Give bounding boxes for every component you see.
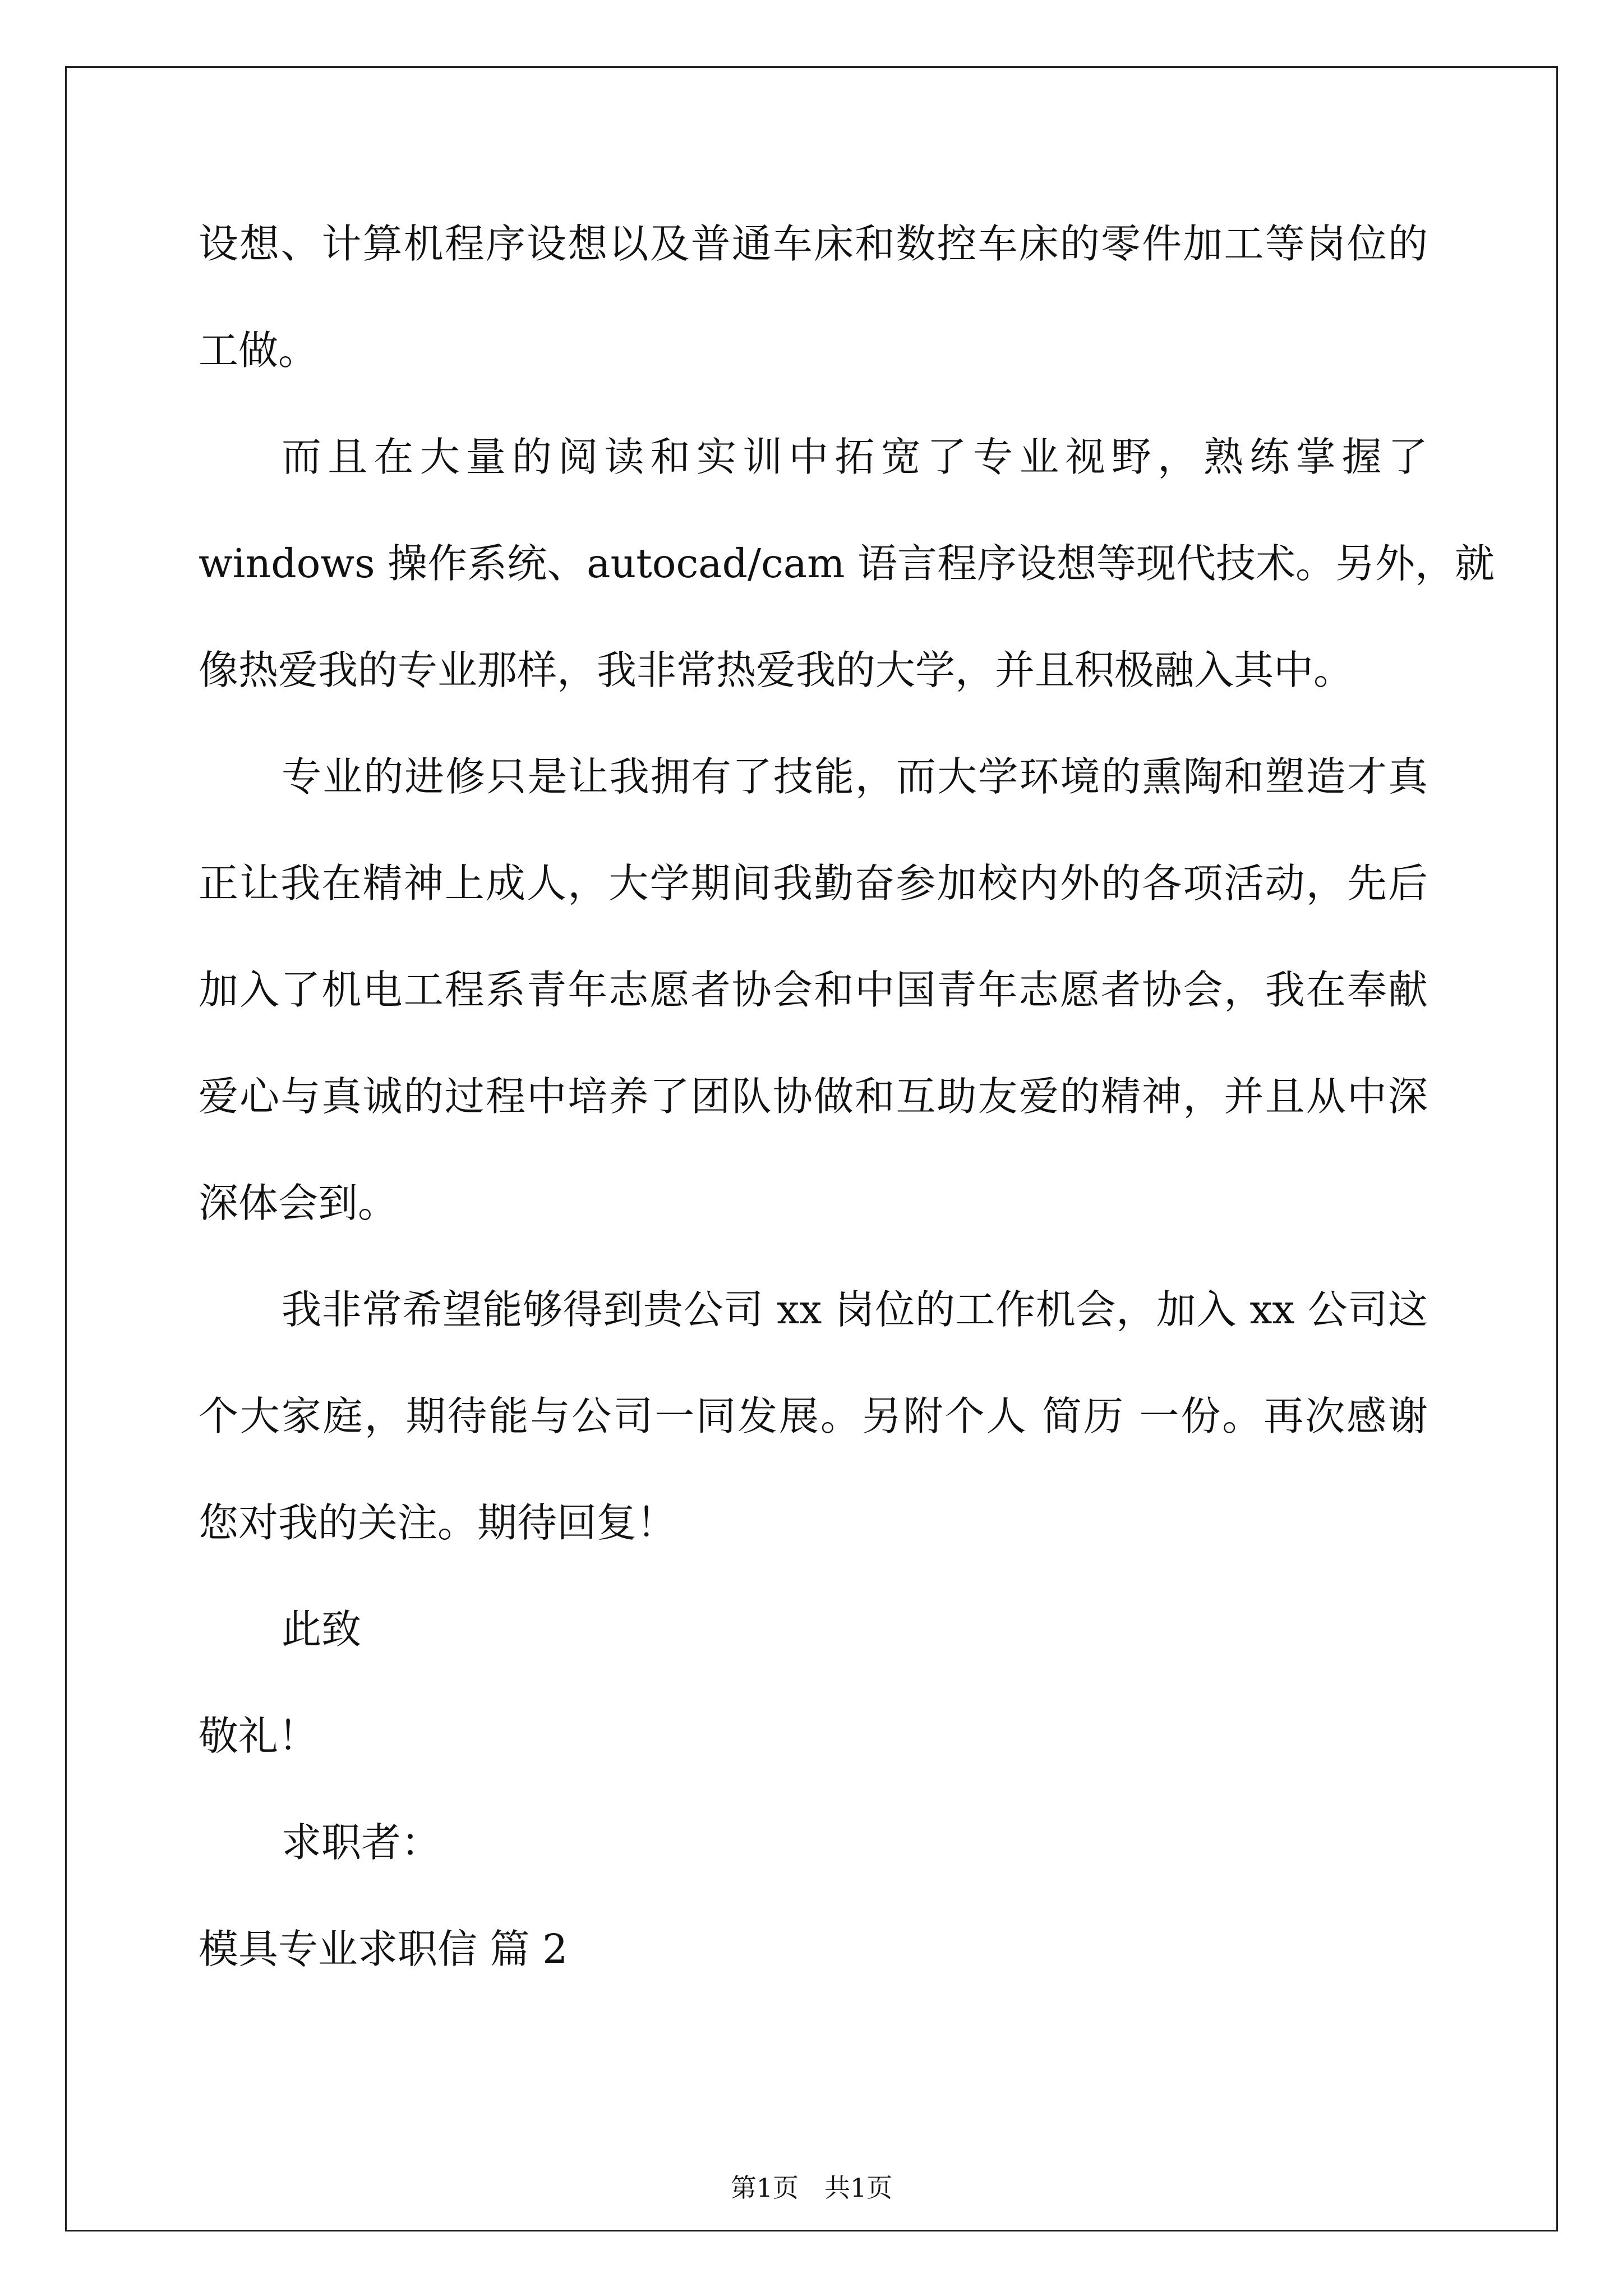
text-line: 个大家庭，期待能与公司一同发展。另附个人 简历 一份。再次感谢 [199, 1393, 1428, 1439]
text-line: 您对我的关注。期待回复！ [199, 1499, 677, 1546]
text-line: 深体会到。 [199, 1180, 398, 1226]
text-line: 像热爱我的专业那样，我非常热爱我的大学，并且积极融入其中。 [199, 647, 1354, 693]
text-line: 正让我在精神上成人，大学期间我勤奋参加校内外的各项活动，先后 [199, 860, 1428, 907]
text-line: 设想、计算机程序设想以及普通车床和数控车床的零件加工等岗位的 [199, 220, 1428, 267]
section-heading: 模具专业求职信 篇 2 [199, 1926, 568, 1972]
paragraph-start-line: 专业的进修只是让我拥有了技能，而大学环境的熏陶和塑造才真 [282, 753, 1428, 800]
page-border [65, 66, 1558, 2231]
text-line: 工做。 [199, 327, 319, 374]
salutation-line: 此致 [282, 1606, 362, 1653]
paragraph-start-line: 我非常希望能够得到贵公司 xx 岗位的工作机会，加入 xx 公司这 [282, 1286, 1428, 1333]
text-line: 加入了机电工程系青年志愿者协会和中国青年志愿者协会，我在奉献 [199, 967, 1428, 1013]
applicant-line: 求职者： [282, 1819, 441, 1866]
text-line: 爱心与真诚的过程中培养了团队协做和互助友爱的精神，并且从中深 [199, 1073, 1428, 1120]
page-footer: 第1页 共1页 [730, 2173, 893, 2203]
paragraph-start-line: 而且在大量的阅读和实训中拓宽了专业视野，熟练掌握了 [282, 434, 1428, 480]
text-line: windows 操作系统、autocad/cam 语言程序设想等现代技术。另外，就 [199, 540, 1495, 587]
closing-line: 敬礼！ [199, 1713, 319, 1759]
